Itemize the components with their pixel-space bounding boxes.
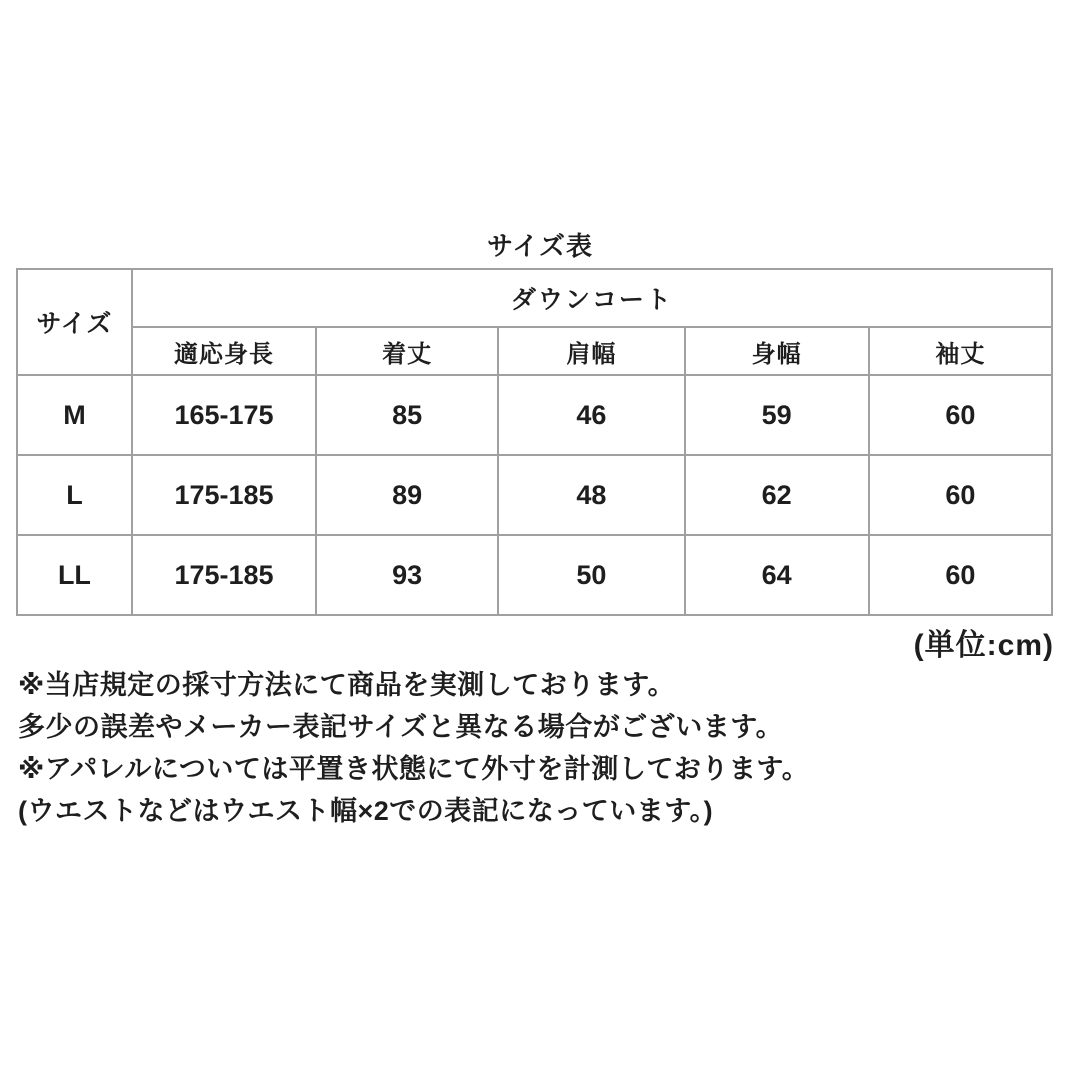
value-cell-fit-height: 175-185 <box>132 535 316 615</box>
table-row-size-l <box>17 455 1052 535</box>
value-cell-fit-height: 175-185 <box>132 455 316 535</box>
value-cell-sleeve-length: 60 <box>869 375 1052 455</box>
size-cell: M <box>17 375 132 455</box>
value-cell-fit-height: 165-175 <box>132 375 316 455</box>
value-cell-length: 93 <box>316 535 498 615</box>
product-name-header: ダウンコート <box>132 269 1052 327</box>
value-cell-sleeve-length: 60 <box>869 455 1052 535</box>
value-cell-shoulder-width: 48 <box>498 455 684 535</box>
size-cell: L <box>17 455 132 535</box>
column-header-fit-height: 適応身長 <box>132 327 316 375</box>
column-header-length: 着丈 <box>316 327 498 375</box>
value-cell-length: 89 <box>316 455 498 535</box>
table-row-size-ll <box>17 535 1052 615</box>
note-line-flat-measure: ※アパレルについては平置き状態にて外寸を計測しております。 <box>18 754 810 784</box>
size-table <box>16 268 1053 616</box>
table-header-row-measures <box>17 327 1052 375</box>
column-header-shoulder-width: 肩幅 <box>498 327 684 375</box>
value-cell-shoulder-width: 50 <box>498 535 684 615</box>
page-title: サイズ表 <box>487 231 593 261</box>
table-row-size-m <box>17 375 1052 455</box>
value-cell-body-width: 59 <box>685 375 869 455</box>
value-cell-shoulder-width: 46 <box>498 375 684 455</box>
column-header-body-width: 身幅 <box>685 327 869 375</box>
table-header-row-product <box>17 269 1052 327</box>
size-column-header: サイズ <box>17 269 132 375</box>
size-cell: LL <box>17 535 132 615</box>
unit-label: (単位:cm) <box>913 629 1054 662</box>
value-cell-sleeve-length: 60 <box>869 535 1052 615</box>
note-line-measure-method: ※当店規定の採寸方法にて商品を実測しております。 <box>18 670 676 700</box>
value-cell-length: 85 <box>316 375 498 455</box>
note-line-tolerance: 多少の誤差やメーカー表記サイズと異なる場合がございます。 <box>18 712 784 742</box>
measurement-notes <box>18 664 1018 832</box>
value-cell-body-width: 62 <box>685 455 869 535</box>
column-header-sleeve-length: 袖丈 <box>869 327 1052 375</box>
value-cell-body-width: 64 <box>685 535 869 615</box>
note-line-waist-notation: (ウエストなどはウエスト幅×2での表記になっています。) <box>18 796 714 826</box>
